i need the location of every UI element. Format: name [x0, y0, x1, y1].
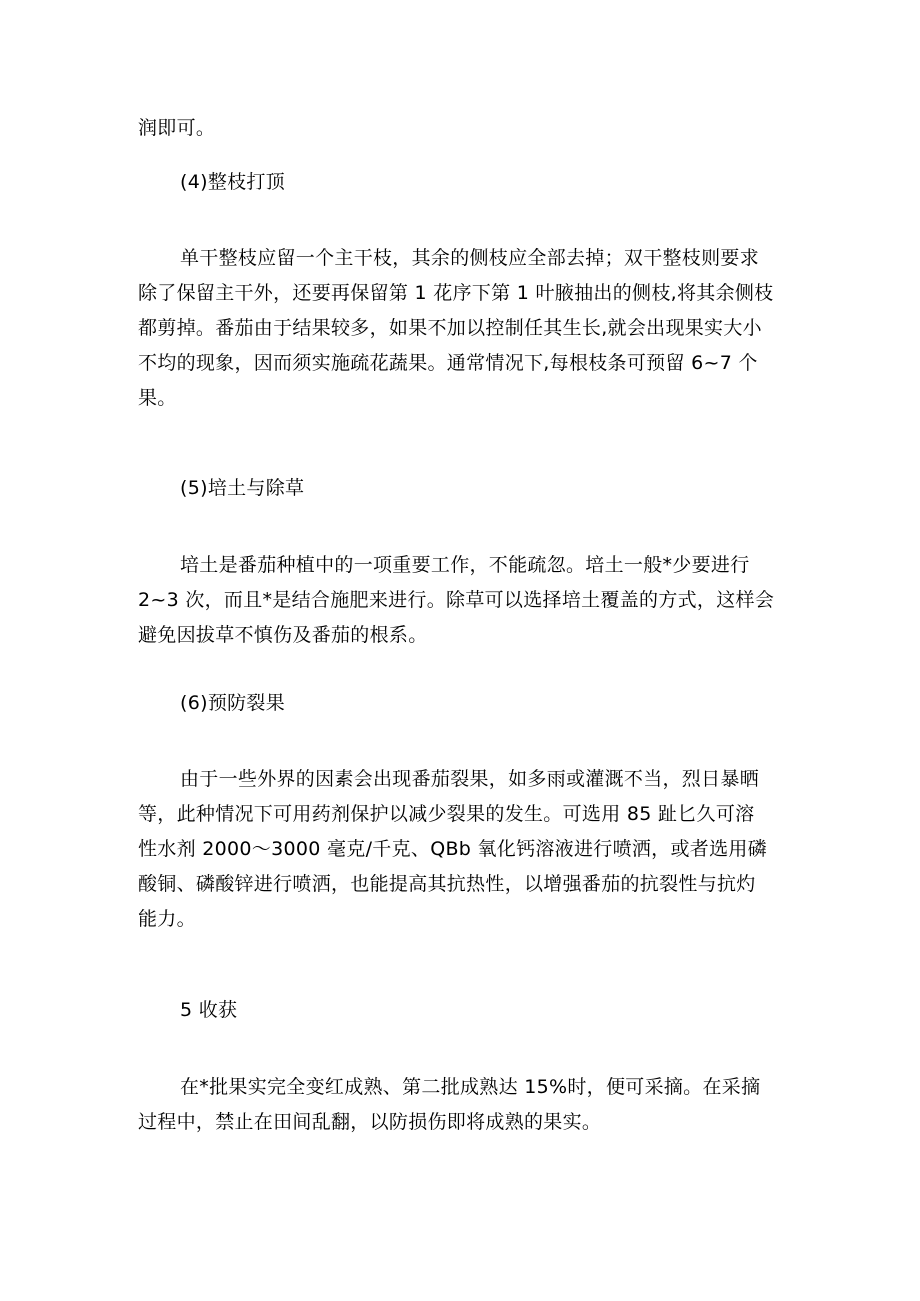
crack-prevention-paragraph — [138, 762, 788, 937]
paragraph-line: 由于一些外界的因素会出现番茄裂果，如多雨或灌溉不当，烈日暴晒 — [180, 768, 760, 790]
paragraph-line: 在*批果实完全变红成熟、第二批成熟达 15%时，便可采摘。在采摘 — [180, 1076, 761, 1098]
paragraph-line: 都剪掉。番茄由于结果较多，如果不加以控制任其生长,就会出现果实大小 — [138, 317, 762, 339]
harvest-paragraph — [138, 1070, 788, 1140]
paragraph-line: 性水剂 2000～3000 毫克/千克、QBb 氧化钙溶液进行喷洒，或者选用磷 — [138, 838, 767, 860]
section-heading-harvest: 5 收获 — [180, 999, 238, 1021]
paragraph-line: 酸铜、磷酸锌进行喷洒，也能提高其抗热性，以增强番茄的抗裂性与抗灼 — [138, 873, 756, 895]
paragraph-line: 除了保留主干外，还要再保留第 1 花序下第 1 叶腋抽出的侧枝,将其余侧枝 — [138, 282, 774, 304]
paragraph-line: 不均的现象，因而须实施疏花蔬果。通常情况下,每根枝条可预留 6~7 个 — [138, 352, 758, 374]
paragraph-line: 培土是番茄种植中的一项重要工作，不能疏忽。培土一般*少要进行 — [180, 554, 750, 576]
paragraph-line: 避免因拔草不慎伤及番茄的根系。 — [138, 624, 428, 646]
paragraph-line: 果。 — [138, 387, 177, 409]
section-heading-earthing-weeding: (5)培土与除草 — [180, 477, 305, 499]
paragraph-line: 2~3 次，而且*是结合施肥来进行。除草可以选择培土覆盖的方式，这样会 — [138, 589, 775, 611]
paragraph-line: 能力。 — [138, 908, 196, 930]
intro-tail-paragraph — [138, 111, 788, 146]
paragraph-line: 等，此种情况下可用药剂保护以减少裂果的发生。可选用 85 趾匕久可溶 — [138, 803, 755, 825]
paragraph-line: 单干整枝应留一个主干枝，其余的侧枝应全部去掉；双干整枝则要求 — [180, 247, 760, 269]
paragraph-line: 润即可。 — [138, 117, 216, 139]
paragraph-line: 过程中，禁止在田间乱翻，以防损伤即将成熟的果实。 — [138, 1111, 602, 1133]
pruning-paragraph — [138, 241, 788, 416]
section-heading-crack-prevention: (6)预防裂果 — [180, 692, 286, 714]
section-heading-pruning: (4)整枝打顶 — [180, 171, 286, 193]
earthing-weeding-paragraph — [138, 548, 788, 653]
